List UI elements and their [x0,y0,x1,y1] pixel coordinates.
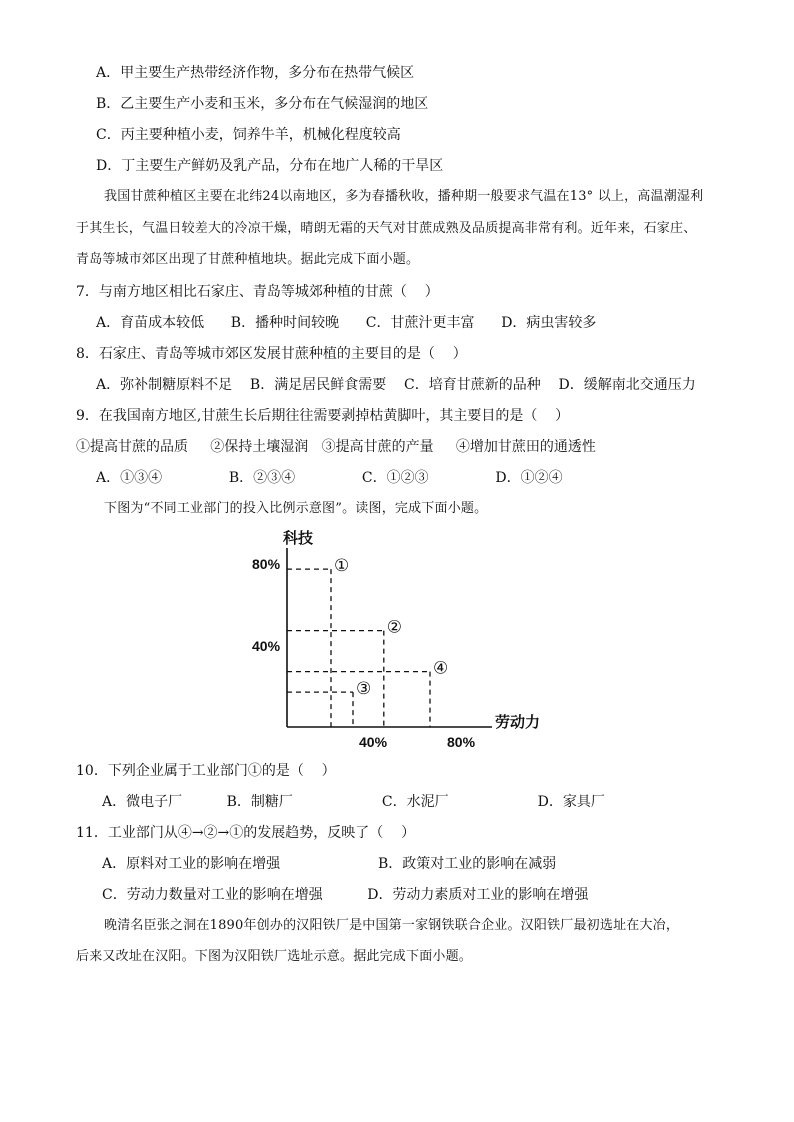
point-label: ④ [433,658,449,678]
question-10-options: A．微电子厂 B．制糖厂 C．水泥厂 D．家具厂 [102,794,605,810]
y-tick-label: 80% [252,556,281,572]
question-11-stem: 11．工业部门从④→②→①的发展趋势，反映了（ ） [76,825,416,841]
question-9-statements: ①提高甘蔗的品质 ②保持土壤湿润 ③提高甘蔗的产量 ④增加甘蔗田的通透性 [76,439,596,455]
y-axis-title: 科技 [283,530,314,547]
y-tick-label: 40% [252,638,281,654]
x-tick-label: 80% [447,734,476,750]
chart-axes [287,548,492,727]
chart-labels [252,529,540,750]
question-7-stem: 7．与南方地区相比石家庄、青岛等城郊种植的甘蔗（ ） [76,284,439,300]
x-axis-title: 劳动力 [495,714,541,731]
passage-line-2: 于其生长，气温日较差大的冷凉干燥，晴朗无霜的天气对甘蔗成熟及品质提高非常有利。近年来，石家庄、 [76,221,697,236]
option-b-line: B．乙主要生产小麦和玉米，多分布在气候湿润的地区 [96,96,429,112]
passage-2-line-2: 后来又改址在汉阳。下图为汉阳铁厂选址示意。据此完成下面小题。 [76,949,473,964]
chart-marks [334,556,448,698]
question-7-options: A．育苗成本较低 B．播种时间较晚 C．甘蔗汁更丰富 D．病虫害较多 [96,315,597,331]
figure-intro: 下图为“不同工业部门的投入比例示意图”。读图，完成下面小题。 [104,501,488,516]
chart-guides [287,569,430,727]
passage-line-1: 我国甘蔗种植区主要在北纬24以南地区，多为春播秋收，播种期一般要求气温在13° 以上，高温潮湿利 [104,189,704,204]
question-8-stem: 8．石家庄、青岛等城市郊区发展甘蔗种植的主要目的是（ ） [76,346,467,362]
x-tick-label: 40% [359,734,388,750]
question-8-options: A．弥补制糖原料不足 B．满足居民鲜食需要 C．培育甘蔗新的品种 D．缓解南北交通压力 [96,377,696,393]
point-label: ① [334,556,350,576]
option-c-line: C．丙主要种植小麦，饲养牛羊，机械化程度较高 [96,127,401,143]
question-11-options-cd: C．劳动力数量对工业的影响在增强 D．劳动力素质对工业的影响在增强 [102,887,589,903]
option-a-line: A．甲主要生产热带经济作物，多分布在热带气候区 [96,65,415,81]
question-10-stem: 10．下列企业属于工业部门①的是（ ） [76,763,336,779]
point-label: ③ [356,679,372,699]
passage-2-line-1: 晚清名臣张之洞在1890年创办的汉阳铁厂是中国第一家钢铁联合企业。汉阳铁厂最初选址在大冶， [104,918,680,933]
question-11-options-ab: A．原料对工业的影响在增强 B．政策对工业的影响在减弱 [102,856,557,872]
point-label: ② [386,617,403,637]
question-9-options: A．①③④ B．②③④ C．①②③ D．①②④ [96,470,563,486]
passage-line-3: 青岛等城市郊区出现了甘蔗种植地块。据此完成下面小题。 [76,252,420,267]
question-9-stem: 9．在我国南方地区,甘蔗生长后期往往需要剥掉枯黄脚叶，其主要目的是（ ） [76,408,570,424]
option-d-line: D．丁主要生产鲜奶及乳产品，分布在地广人稀的干旱区 [96,158,444,174]
